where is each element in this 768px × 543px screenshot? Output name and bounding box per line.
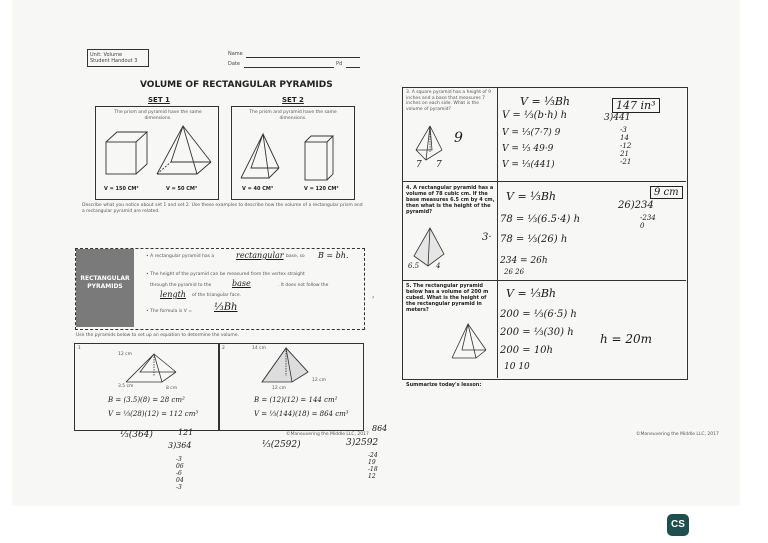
p2-dim-height: 14 cm (252, 346, 267, 351)
p2-dim-length: 12 cm (312, 378, 327, 383)
set1-v1: V = 150 CM³ (104, 186, 139, 192)
p1-dim-length: 8 cm (166, 386, 178, 391)
p1-dim-height: 12 cm (118, 352, 133, 357)
q3-division: 3)441 (604, 113, 631, 123)
q4-text: 4. A rectangular pyramid has a volume of 78 cubic cm. If the base measures 6.5 cm by 4 cm, then what is the height of the pyramid? (406, 185, 495, 215)
q5-answer: h = 20m (600, 332, 653, 346)
q4-work-3: 3· (482, 232, 492, 243)
describe-prompt: Describe what you notice about set 1 and set 2. Use these examples to describe how the volume of a rectangular prism and a rectangular pyramid are related. (82, 203, 363, 214)
set2-v1: V = 40 CM³ (242, 186, 274, 192)
notes-label-text: RECTANGULAR PYRAMIDS (80, 275, 130, 290)
problem-1-number: 1 (78, 346, 81, 351)
q5-work-4: 200 = 10h (500, 345, 553, 356)
bullet-2-answer-2: length (160, 290, 186, 299)
q4-work-1: V = ⅓Bh (506, 190, 556, 203)
set2-figures (231, 106, 353, 198)
bullet-1-answer-2: B = bh. (318, 251, 349, 260)
bullet-2: • The height of the pyramid can be measured from the vertex straight (146, 272, 305, 277)
set1-v2: V = 50 CM³ (166, 186, 198, 192)
q3-scratch: -3 14 -12 21 -21 (620, 126, 632, 166)
bullet-1-text: A rectangular pyramid has a (150, 254, 215, 259)
bullet-2-b: through the pyramid to the (150, 283, 212, 288)
unit-label: Unit: Volume (90, 52, 123, 58)
name-label: Name (228, 51, 243, 57)
bullet-3-text: The formula is V = (150, 309, 192, 314)
q4-answer: 9 cm (650, 186, 683, 199)
p1-work-volume: V = ⅓(28)(12) = 112 cm³ (108, 410, 199, 418)
page-title: VOLUME OF RECTANGULAR PYRAMIDS (140, 80, 333, 90)
set2-title: SET 2 (282, 96, 304, 104)
q3-dim-side-b: 7 (436, 160, 442, 170)
q3-text: 3. A square pyramid has a height of 9 inches and a base that measures 7 inches on each side. What is the volume of pyramid? (406, 90, 492, 112)
q5-work-2: 200 = ⅓(6·5) h (500, 309, 577, 320)
q3-work-1: V = ⅓Bh (520, 95, 570, 108)
p1-scratch: -3 06 -6 04 -3 (176, 456, 184, 491)
set1-figures (95, 106, 217, 198)
q4-work-5: 234 = 26h (500, 256, 548, 266)
column-divider (497, 88, 498, 378)
q4-scratch: -234 0 (640, 214, 656, 230)
q5-work-3: 200 = ⅓(30) h (500, 327, 574, 338)
copyright-left: ©Maneuvering the Middle LLC, 2017 (286, 432, 369, 437)
p1-work-3: ⅓(364) (120, 430, 153, 440)
pd-line (346, 67, 360, 68)
name-line (246, 57, 360, 58)
pd-label: Pd (336, 61, 343, 67)
q3-dim-side-a: 7 (416, 160, 422, 170)
bullet-2-d: of the triangular face. (192, 293, 242, 298)
row-divider-2 (403, 280, 686, 281)
p2-work-base: B = (12)(12) = 144 cm² (254, 396, 338, 404)
unit-box (87, 49, 149, 67)
q4-dim-width: 4 (436, 262, 441, 270)
q3-work-2: V = ⅓(b·h) h (502, 110, 568, 121)
bullet-2-text: The height of the pyramid can be measured from the vertex straight (150, 272, 305, 277)
bullet-3: • The formula is V = (146, 309, 192, 314)
set2-text: The prism and pyramid have the same dimensions. (249, 110, 337, 121)
q5-work-1: V = ⅓Bh (506, 287, 556, 300)
p2-work-4: 864 (372, 424, 388, 433)
problem-2-number: 2 (222, 346, 225, 351)
set1-title: SET 1 (148, 96, 170, 104)
p1-work-4: 121 (178, 428, 194, 437)
notes-label (76, 249, 134, 327)
p2-work-3: ⅓(2592) (262, 440, 301, 450)
camscanner-badge: CS (667, 514, 689, 536)
date-label: Date (228, 61, 240, 67)
bullet-1-end: base, so (286, 254, 305, 259)
p2-dim-width: 12 cm (272, 386, 287, 391)
q4-work-6: 26 26 (504, 268, 525, 276)
q3-dim-height: 9 (454, 130, 463, 146)
q4-work-4: 78 = ⅓(26) h (500, 234, 568, 245)
q5-text: 5. The rectangular pyramid below has a volume of 200 m cubed. What is the height of the rectangular pyramid in meters? (406, 283, 489, 313)
q5-pyramid (446, 320, 496, 366)
use-pyramids-prompt: Use the pyramids below to set up an equation to determine the volume. (76, 333, 239, 338)
p1-work-base: B = (3.5)(8) = 28 cm² (108, 396, 185, 404)
p1-work-5: 3)364 (168, 441, 192, 450)
set2-v2: V = 120 CM³ (304, 186, 339, 192)
bullet-3-answer: ⅓Bh (214, 302, 238, 313)
row-divider-1 (403, 181, 686, 182)
q4-dim-length: 6.5 (408, 262, 420, 270)
bullet-2-c: . It does not follow the (278, 283, 329, 288)
p2-work-volume: V = ⅓(144)(18) = 864 cm³ (254, 410, 349, 418)
summarize-prompt: Summarize today's lesson: (406, 382, 482, 388)
scan-mark: › (372, 294, 375, 301)
q4-division: 26)234 (618, 200, 654, 211)
copyright-right: ©Maneuvering the Middle LLC, 2017 (636, 432, 719, 437)
q5-work-5: 10 10 (504, 362, 530, 372)
q3-answer: 147 in³ (612, 98, 660, 113)
bullet-2-answer: base (232, 279, 251, 288)
q4-work-2: 78 = ⅓(6.5·4) h (500, 214, 581, 225)
q3-work-4: V = ⅓ 49·9 (502, 144, 554, 154)
handout-label: Student Handout 3 (90, 58, 138, 64)
problem-2-pyramid (256, 346, 336, 392)
set1-text: The prism and pyramid have the same dimensions. (114, 110, 202, 121)
p2-work-5: 3)2592 (346, 438, 379, 448)
q3-work-3: V = ⅓(7·7) 9 (502, 128, 561, 138)
p2-scratch: -24 19 -18 12 (368, 452, 378, 480)
bullet-1-answer: rectangular (236, 251, 284, 260)
p1-dim-width: 3.5 cm (118, 384, 134, 389)
bullet-1: • A rectangular pyramid has a (146, 254, 215, 259)
date-line (244, 67, 334, 68)
q3-work-5: V = ⅓(441) (502, 160, 555, 170)
